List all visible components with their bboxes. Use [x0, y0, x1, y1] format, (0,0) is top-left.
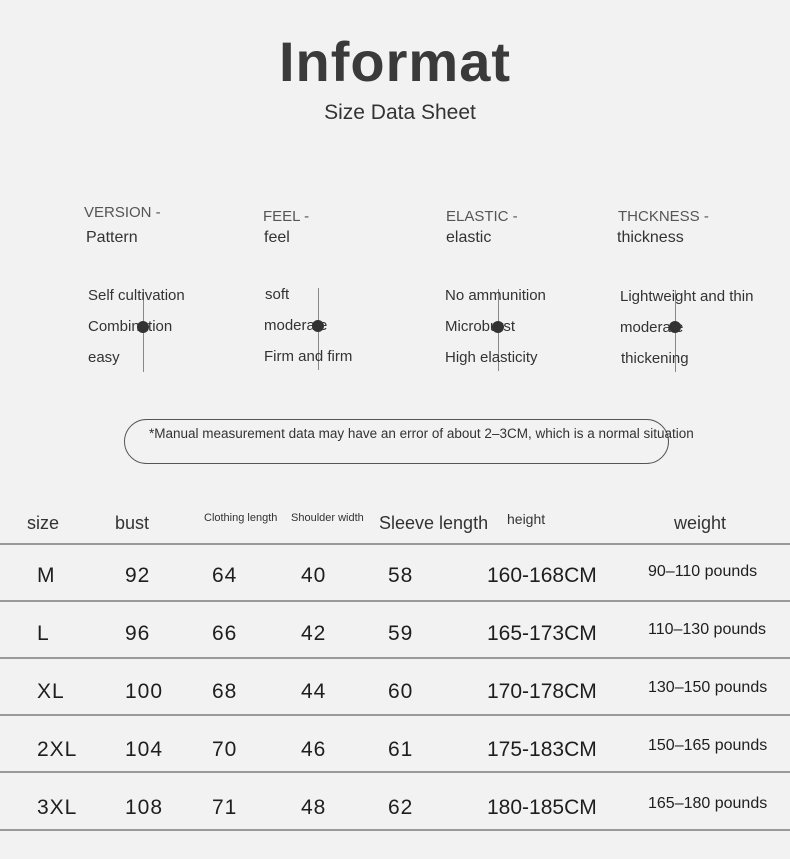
option-label: Self cultivation [88, 287, 185, 304]
cell-height: 175-183CM [487, 738, 597, 761]
option-label: thickening [621, 350, 689, 367]
attribute-label: VERSION - [84, 204, 161, 221]
measurement-note: *Manual measurement data may have an error of about 2–3CM, which is a normal situation [149, 426, 694, 441]
option-label: No ammunition [445, 287, 546, 304]
cell-weight: 165–180 pounds [648, 795, 768, 812]
row-divider [0, 657, 790, 659]
cell-bust: 108 [125, 796, 164, 819]
cell-clothing-length: 71 [212, 796, 238, 819]
page-title: Informat [279, 30, 511, 93]
cell-bust: 92 [125, 564, 151, 587]
cell-clothing-length: 68 [212, 680, 238, 703]
column-header-weight: weight [674, 513, 727, 533]
attribute-sublabel: thickness [617, 229, 684, 246]
cell-shoulder-width: 44 [301, 680, 327, 703]
cell-height: 180-185CM [487, 796, 597, 819]
cell-weight: 90–110 pounds [648, 563, 758, 580]
attribute-sublabel: feel [264, 229, 290, 246]
row-divider [0, 829, 790, 831]
row-divider [0, 600, 790, 602]
row-divider [0, 714, 790, 716]
cell-shoulder-width: 48 [301, 796, 327, 819]
cell-clothing-length: 66 [212, 622, 238, 645]
option-label: High elasticity [445, 349, 538, 366]
cell-size: XL [37, 680, 65, 703]
cell-clothing-length: 64 [212, 564, 238, 587]
attribute-sublabel: elastic [446, 229, 492, 246]
column-header-sleeve-length: Sleeve length [379, 513, 489, 533]
column-header-shoulder-width: Shoulder width [291, 512, 364, 524]
cell-bust: 104 [125, 738, 164, 761]
attribute-sublabel: Pattern [86, 229, 138, 246]
column-header-bust: bust [115, 513, 150, 533]
row-divider [0, 543, 790, 545]
cell-clothing-length: 70 [212, 738, 238, 761]
option-label: Combination [88, 318, 173, 335]
cell-bust: 96 [125, 622, 151, 645]
option-label: easy [88, 349, 120, 366]
option-label: Firm and firm [264, 348, 353, 365]
option-label: Microburst [445, 318, 516, 335]
cell-height: 165-173CM [487, 622, 597, 645]
cell-size: 2XL [37, 738, 78, 761]
cell-size: M [37, 564, 56, 587]
cell-shoulder-width: 40 [301, 564, 327, 587]
cell-sleeve-length: 62 [388, 796, 414, 819]
cell-size: L [37, 622, 50, 645]
cell-bust: 100 [125, 680, 164, 703]
cell-height: 170-178CM [487, 680, 597, 703]
cell-sleeve-length: 60 [388, 680, 414, 703]
option-label: moderate [620, 319, 684, 336]
attribute-label: ELASTIC - [446, 208, 518, 225]
cell-shoulder-width: 42 [301, 622, 327, 645]
attribute-label: FEEL - [263, 208, 310, 225]
column-header-clothing-length: Clothing length [204, 512, 278, 524]
cell-size: 3XL [37, 796, 78, 819]
cell-sleeve-length: 61 [388, 738, 414, 761]
cell-weight: 150–165 pounds [648, 737, 768, 754]
row-divider [0, 771, 790, 773]
option-label: Lightweight and thin [620, 288, 754, 305]
cell-sleeve-length: 58 [388, 564, 414, 587]
option-label: soft [265, 286, 290, 303]
cell-weight: 110–130 pounds [648, 621, 767, 638]
attribute-label: THCKNESS - [618, 208, 709, 225]
column-header-size: size [27, 513, 60, 533]
cell-weight: 130–150 pounds [648, 679, 768, 696]
column-header-height: height [507, 511, 546, 527]
cell-shoulder-width: 46 [301, 738, 327, 761]
option-label: moderate [264, 317, 328, 334]
cell-height: 160-168CM [487, 564, 597, 587]
cell-sleeve-length: 59 [388, 622, 414, 645]
page-subtitle: Size Data Sheet [324, 101, 476, 124]
